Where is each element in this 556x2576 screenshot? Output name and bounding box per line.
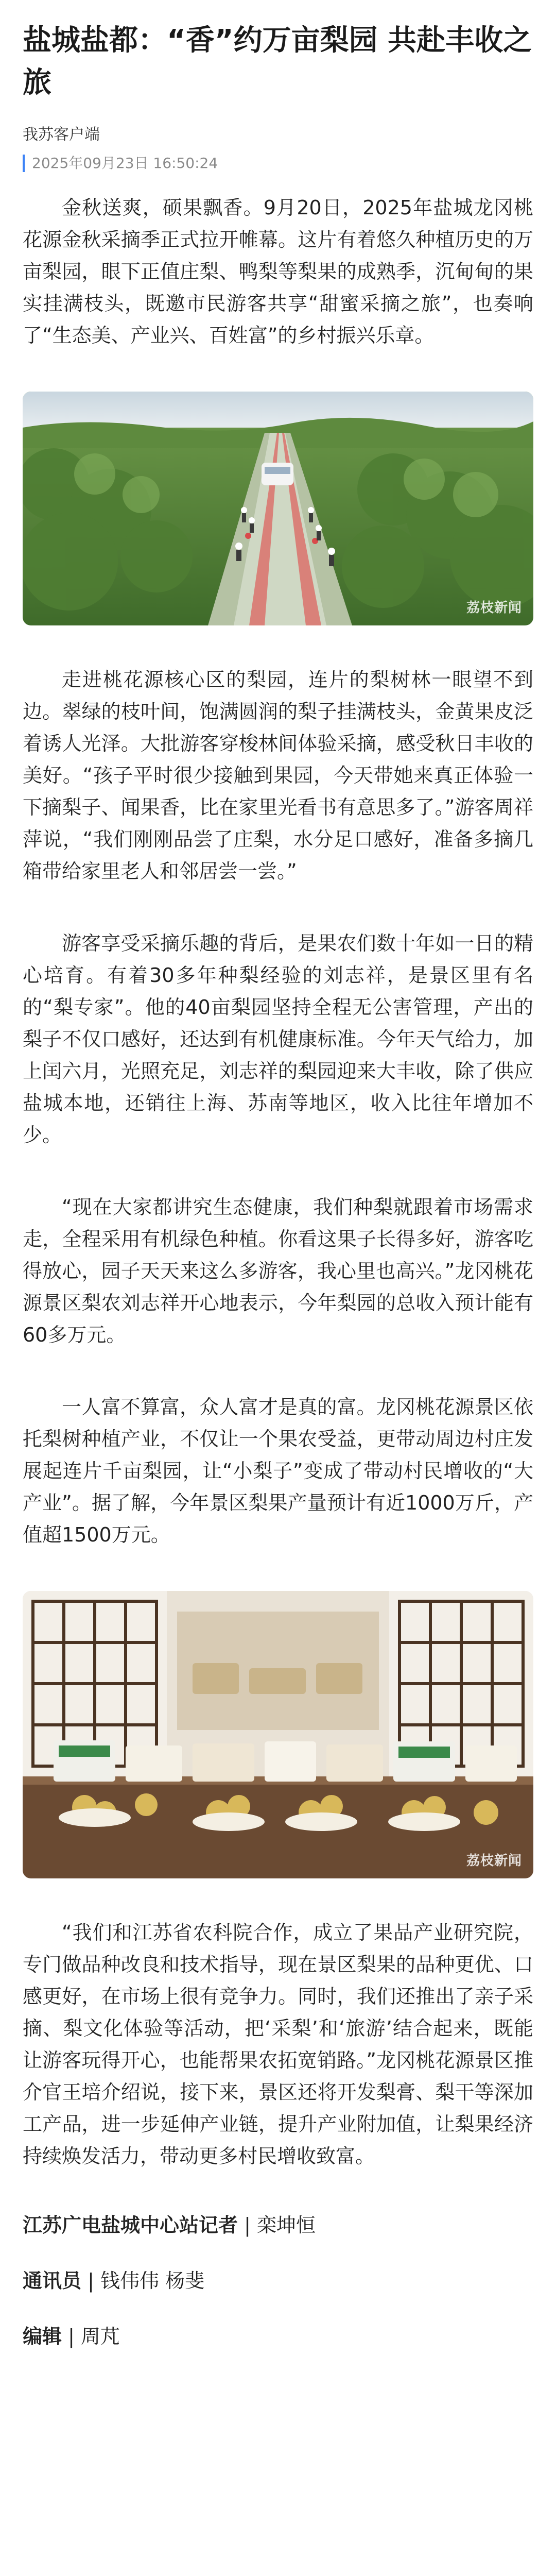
paragraph-6: “我们和江苏省农科院合作，成立了果品产业研究院，专门做品种改良和技术指导，现在景区梨果的品种更优、口感更好，在市场上很有竞争力。同时，我们还推出了亲子采摘、梨文化体验等活动，把‘采梨’和‘旅游’结合起来，既能让游客玩得开心，也能帮果农拓宽销路。”龙冈桃花源景区推介官王培介绍说，接下来，景区还将开发梨膏、梨干等深加工产品，进一步延伸产业链，提升产业附加值，让梨果经济持续焕发活力，带动更多村民增收致富。: [23, 1921, 533, 2167]
paragraph-4: “现在大家都讲究生态健康，我们种梨就跟着市场需求走，全程采用有机绿色种植。你看这果子长得多好，游客吃得放心，园子天天来这么多游客，我心里也高兴。”龙冈桃花源景区梨农刘志祥开心地表示，今年梨园的总收入预计能有60多万元。: [23, 1196, 533, 1346]
paragraph-3: 游客享受采摘乐趣的背后，是果农们数十年如一日的精心培育。有着30多年种梨经验的刘志祥，是景区里有名的“梨专家”。他的40亩梨园坚持全程无公害管理，产出的梨子不仅口感好，还达到有机健康标准。今年天气给力，加上闰六月，光照充足，刘志祥的梨园迎来大丰收，除了供应盐城本地，还销往上海、苏南等地区，收入比往年增加不少。: [23, 932, 533, 1146]
pear-products-image: [23, 1591, 533, 1878]
credit-separator: |: [81, 2269, 100, 2292]
credit-role: 通讯员: [23, 2269, 82, 2292]
credit-names: 栾坤恒: [256, 2214, 316, 2236]
article-body: [0, 172, 556, 2349]
credit-role: 江苏广电盐城中心站记者: [23, 2214, 238, 2236]
publish-time: 2025年09月23日 16:50:24: [23, 155, 533, 172]
pear-products-photo[interactable]: [23, 1591, 533, 1878]
credit-reporter: [23, 2212, 533, 2238]
credit-role: 编辑: [23, 2325, 62, 2348]
source-name[interactable]: 我苏客户端: [23, 126, 100, 144]
credit-names: 周芃: [80, 2325, 120, 2348]
credit-correspondent: [23, 2268, 533, 2294]
orchard-path-photo[interactable]: [23, 392, 533, 625]
paragraph-5: 一人富不算富，众人富才是真的富。龙冈桃花源景区依托梨树种植产业，不仅让一个果农受益，更带动周边村庄发展起连片千亩梨园，让“小梨子”变成了带动村民增收的“大产业”。据了解，今年景区梨果产量预计有近1000万斤，产值超1500万元。: [23, 1396, 533, 1546]
orchard-path-image: [23, 392, 533, 625]
photo-watermark: 荔枝新闻: [466, 1853, 522, 1869]
credit-separator: |: [62, 2325, 81, 2348]
photo-watermark: 荔枝新闻: [466, 600, 522, 616]
credit-separator: |: [238, 2214, 257, 2236]
credit-editor: [23, 2324, 533, 2349]
paragraph-1: 金秋送爽，硕果飘香。9月20日，2025年盐城龙冈桃花源金秋采摘季正式拉开帷幕。这片有着悠久种植历史的万亩梨园，眼下正值庄梨、鸭梨等梨果的成熟季，沉甸甸的果实挂满枝头，既邀市民游客共享“甜蜜采摘之旅”，也奏响了“生态美、产业兴、百姓富”的乡村振兴乐章。: [23, 196, 533, 347]
article-title: 盐城盐都：“香”约万亩梨园 共赴丰收之旅: [23, 24, 532, 99]
paragraph-2: 走进桃花源核心区的梨园，连片的梨树林一眼望不到边。翠绿的枝叶间，饱满圆润的梨子挂满枝头，金黄果皮泛着诱人光泽。大批游客穿梭林间体验采摘，感受秋日丰收的美好。“孩子平时很少接触到果园，今天带她来真正体验一下摘梨子、闻果香，比在家里光看书有意思多了。”游客周祥萍说，“我们刚刚品尝了庄梨，水分足口感好，准备多摘几箱带给家里老人和邻居尝一尝。”: [23, 668, 533, 883]
credit-names: 钱伟伟 杨斐: [100, 2269, 205, 2292]
